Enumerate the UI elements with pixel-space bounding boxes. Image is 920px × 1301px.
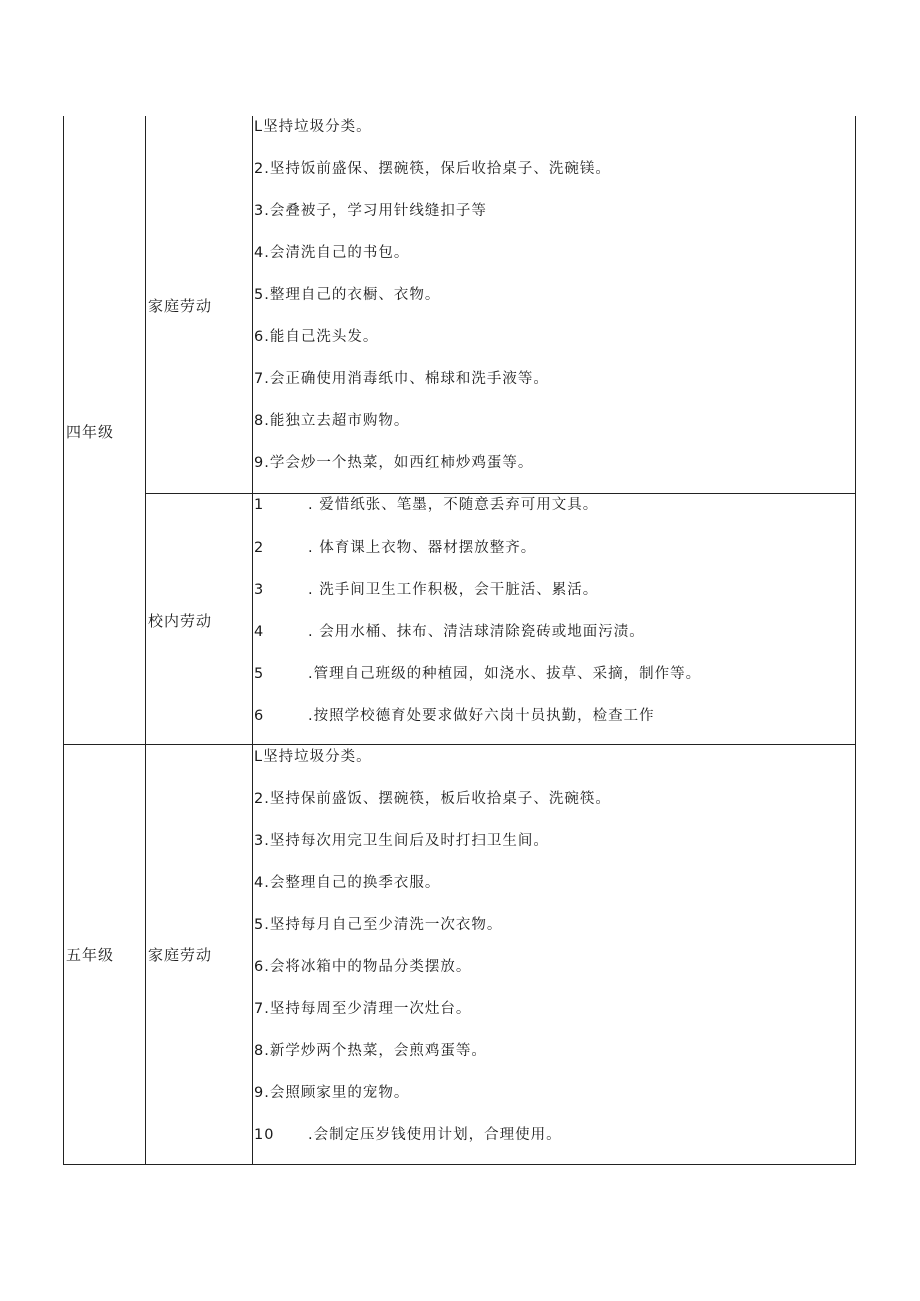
list-item: 6.能自己洗头发。 (254, 329, 379, 345)
list-item: 2.坚持保前盛饭、摆碗筷，板后收拾桌子、洗碗筷。 (254, 791, 611, 807)
category-label-school-labor: 校内劳动 (148, 612, 213, 630)
list-item: 4 . 会用水桶、抹布、清洁球清除瓷砖或地面污渍。 (254, 624, 645, 640)
list-item: 9.学会炒一个热菜，如西红柿炒鸡蛋等。 (254, 455, 534, 471)
list-item: 3.会叠被子，学习用针线缝扣子等 (254, 203, 487, 219)
list-item: 9.会照顾家里的宠物。 (254, 1085, 410, 1101)
list-item: 3 . 洗手间卫生工作积极，会干脏活、累活。 (254, 582, 599, 598)
list-item: 6.会将冰箱中的物品分类摆放。 (254, 959, 472, 975)
category-label-home-labor: 家庭劳动 (148, 297, 213, 315)
list-item: 2.坚持饭前盛保、摆碗筷，保后收拾桌子、洗碗镁。 (254, 161, 611, 177)
list-item: 8.能独立去超市购物。 (254, 413, 410, 429)
row-divider-grade4-sections (145, 493, 856, 494)
table-border-grade-divider (145, 116, 146, 1165)
list-item: 7.坚持每周至少清理一次灶台。 (254, 1001, 472, 1017)
list-item: 5.坚持每月自己至少清洗一次衣物。 (254, 917, 503, 933)
list-item: 7.会正确使用消毒纸巾、棉球和洗手液等。 (254, 371, 549, 387)
category-label-home-labor: 家庭劳动 (148, 946, 213, 964)
row-divider-grade4-grade5 (63, 744, 856, 745)
list-item: 5.整理自己的衣橱、衣物。 (254, 287, 441, 303)
list-item: 10 .会制定压岁钱使用计划，合理使用。 (254, 1127, 562, 1143)
list-item: L坚持垃圾分类。 (254, 119, 372, 135)
list-item: 6 .按照学校德育处要求做好六岗十员执勤，检查工作 (254, 708, 655, 724)
list-item: 4.会清洗自己的书包。 (254, 245, 410, 261)
list-item: 1 . 爱惜纸张、笔墨，不随意丢弃可用文具。 (254, 497, 599, 513)
list-item: 2 . 体育课上衣物、器材摆放整齐。 (254, 540, 537, 556)
list-item: L坚持垃圾分类。 (254, 749, 372, 765)
grade-label-grade4: 四年级 (66, 423, 115, 441)
table-border-left (63, 116, 64, 1165)
list-item: 4.会整理自己的换季衣服。 (254, 875, 441, 891)
list-item: 8.新学炒两个热菜，会煎鸡蛋等。 (254, 1043, 487, 1059)
list-item: 3.坚持每次用完卫生间后及时打扫卫生间。 (254, 833, 549, 849)
table-border-bottom (63, 1164, 856, 1165)
table-border-right (855, 116, 856, 1165)
table-border-category-divider (252, 116, 253, 1165)
grade-label-grade5: 五年级 (66, 946, 115, 964)
list-item: 5 .管理自己班级的种植园，如浇水、拔草、采摘，制作等。 (254, 666, 702, 682)
